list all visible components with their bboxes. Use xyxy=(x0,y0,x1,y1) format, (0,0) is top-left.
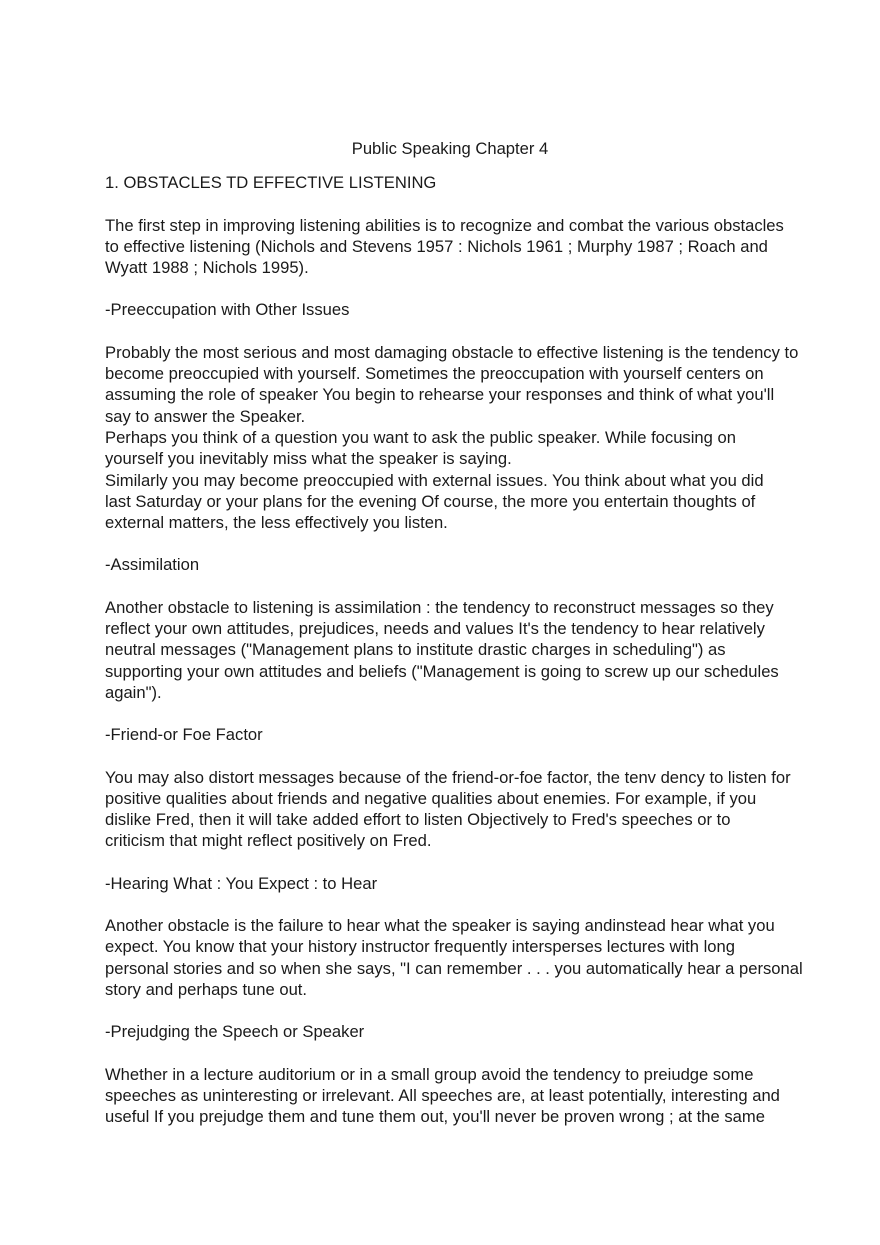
text-line: become preoccupied with yourself. Sometimes the preoccupation with yourself centers on xyxy=(105,364,764,384)
text-line: criticism that might reflect positively on Fred. xyxy=(105,831,432,851)
text-line: The first step in improving listening abilities is to recognize and combat the various obstacles xyxy=(105,215,784,235)
text-line: useful If you prejudge them and tune them out, you'll never be proven wrong ; at the same xyxy=(105,1107,765,1127)
text-line: external matters, the less effectively you listen. xyxy=(105,513,448,533)
subheading-preoccupation: -Preeccupation with Other Issues xyxy=(105,300,350,320)
text-line: personal stories and so when she says, "I can remember . . . you automatically hear a personal xyxy=(105,958,803,978)
text-line: neutral messages ("Management plans to institute drastic charges in scheduling") as xyxy=(105,640,726,660)
paragraph xyxy=(105,470,865,534)
paragraph xyxy=(105,1064,865,1128)
text-line: expect. You know that your history instructor frequently intersperses lectures with long xyxy=(105,937,735,957)
paragraph xyxy=(105,597,865,703)
text-line: Perhaps you think of a question you want to ask the public speaker. While focusing on xyxy=(105,427,736,447)
text-line: You may also distort messages because of the friend-or-foe factor, the tenv dency to listen for xyxy=(105,767,791,787)
text-line: reflect your own attitudes, prejudices, needs and values It's the tendency to hear relatively xyxy=(105,619,765,639)
intro-paragraph xyxy=(105,215,865,279)
text-line: Whether in a lecture auditorium or in a small group avoid the tendency to preiudge some xyxy=(105,1064,754,1084)
text-line: Another obstacle to listening is assimilation : the tendency to reconstruct messages so they xyxy=(105,597,774,617)
text-line: Another obstacle is the failure to hear what the speaker is saying andinstead hear what you xyxy=(105,916,775,936)
text-line: say to answer the Speaker. xyxy=(105,406,306,426)
paragraph xyxy=(105,767,865,852)
text-line: Similarly you may become preoccupied with external issues. You think about what you did xyxy=(105,470,764,490)
paragraph xyxy=(105,427,865,470)
subheading-friend-or-foe: -Friend-or Foe Factor xyxy=(105,725,263,745)
subheading-assimilation: -Assimilation xyxy=(105,555,200,575)
paragraph xyxy=(105,342,865,427)
paragraph xyxy=(105,915,865,1000)
subheading-prejudging: -Prejudging the Speech or Speaker xyxy=(105,1022,365,1042)
text-line: positive qualities about friends and negative qualities about enemies. For example, if you xyxy=(105,788,757,808)
subheading-hearing-what-you-expect: -Hearing What : You Expect : to Hear xyxy=(105,873,378,893)
text-line: Wyatt 1988 ; Nichols 1995). xyxy=(105,258,309,278)
document-page xyxy=(105,138,865,1148)
text-line: yourself you inevitably miss what the speaker is saying. xyxy=(105,449,512,469)
text-line: supporting your own attitudes and beliefs ("Management is going to screw up our schedules xyxy=(105,661,779,681)
text-line: speeches as uninteresting or irrelevant. All speeches are, at least potentially, interesting and xyxy=(105,1085,780,1105)
text-line: dislike Fred, then it will take added effort to listen Objectively to Fred's speeches or to xyxy=(105,810,731,830)
section-heading: 1. OBSTACLES TD EFFECTIVE LISTENING xyxy=(105,173,437,193)
page-title: Public Speaking Chapter 4 xyxy=(351,139,549,158)
text-line: story and perhaps tune out. xyxy=(105,979,308,999)
text-line: last Saturday or your plans for the evening Of course, the more you entertain thoughts of xyxy=(105,491,756,511)
text-line: Probably the most serious and most damaging obstacle to effective listening is the tendency to xyxy=(105,342,799,362)
text-line: to effective listening (Nichols and Stevens 1957 : Nichols 1961 ; Murphy 1987 ; Roach and xyxy=(105,236,768,256)
text-line: again"). xyxy=(105,682,162,702)
text-line: assuming the role of speaker You begin to rehearse your responses and think of what you'll xyxy=(105,385,775,405)
